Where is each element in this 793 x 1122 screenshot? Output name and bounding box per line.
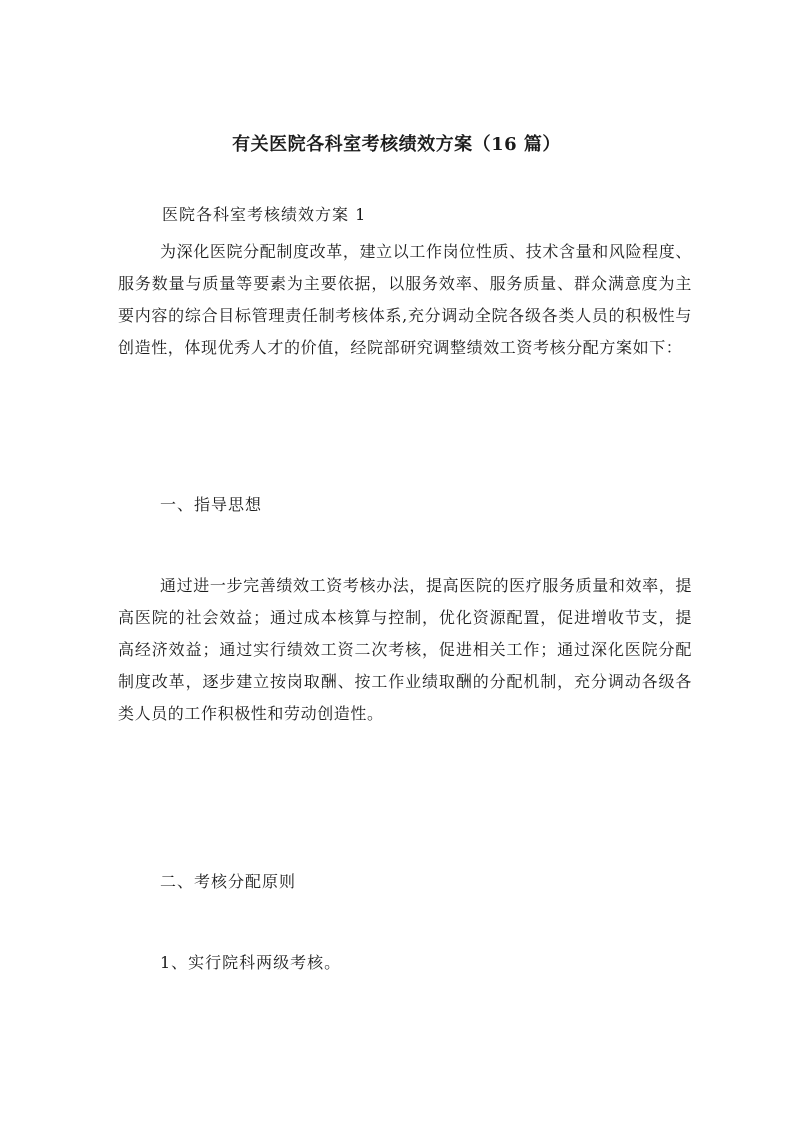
document-subtitle: 医院各科室考核绩效方案 1 — [162, 205, 367, 224]
intro-paragraph: 为深化医院分配制度改革，建立以工作岗位性质、技术含量和风险程度、服务数量与质量等要素为主要依据，以服务效率、服务质量、群众满意度为主要内容的综合目标管理责任制考核体系,充分调动全院各级各类人员的积极性与创造性，体现优秀人才的价值，经院部研究调整绩效工资考核分配方案如下： — [118, 242, 692, 357]
guiding-ideology-paragraph: 通过进一步完善绩效工资考核办法，提高医院的医疗服务质量和效率，提高医院的社会效益；通过成本核算与控制，优化资源配置，促进增收节支，提高经济效益；通过实行绩效工资二次考核，促进相关工作；通过深化医院分配制度改革，逐步建立按岗取酬、按工作业绩取酬的分配机制，充分调动各级各类人员的工作积极性和劳动创造性。 — [118, 576, 692, 723]
section-heading-guiding-ideology: 一、指导思想 — [160, 495, 263, 514]
document-title: 有关医院各科室考核绩效方案（16 篇） — [232, 134, 561, 155]
section-heading-assessment-principles: 二、考核分配原则 — [160, 872, 297, 891]
list-item-two-level-assessment: 1、实行院科两级考核。 — [160, 953, 342, 972]
